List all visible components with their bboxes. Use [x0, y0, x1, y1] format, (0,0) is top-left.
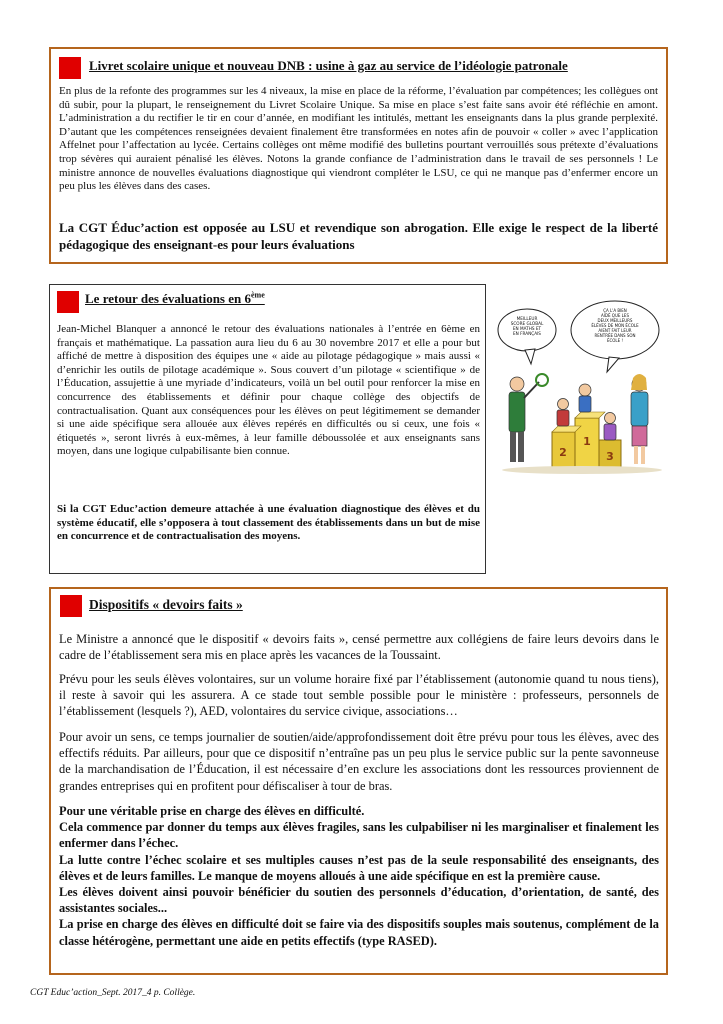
article-devoirs-faits-title: Dispositifs « devoirs faits » — [89, 597, 243, 612]
claim-line: Cela commence par donner du temps aux élèves fragiles, sans les culpabiliser ni les marginaliser et finalement les enfermer dans l’échec. — [59, 820, 659, 851]
podium-label-1: 1 — [583, 435, 591, 448]
red-square-icon — [57, 291, 79, 313]
article-lsu-conclusion: La CGT Éduc’action est opposée au LSU et revendique son abrogation. Elle exige le respect de la liberté pédagogique des enseignant-es pour leurs évaluations — [59, 220, 658, 252]
claim-line: La prise en charge des élèves en difficulté doit se faire via des dispositifs souples mais soutenus, complément de la classe hétérogène, permettant une aide en petits effectifs (type RASED). — [59, 917, 659, 948]
article-evaluations-box — [49, 284, 486, 574]
claim-line: Pour une véritable prise en charge des élèves en difficulté. — [59, 804, 365, 818]
figure-right-woman — [631, 374, 648, 464]
article-evaluations-conclusion: Si la CGT Educ’action demeure attachée à une évaluation diagnostique des élèves et du système éducatif, elle s’opposera à tout classement des établissements dans un but de mise en concurrence et de contractualisation des moyens. — [57, 503, 480, 543]
article-evaluations-title: Le retour des évaluations en 6ème — [85, 290, 265, 306]
figure-child-second — [557, 399, 569, 427]
bubble-left-text: MEILLEUR SCORE GLOBAL EN MATHS ET EN FRANÇAIS — [510, 316, 544, 336]
article-devoirs-faits-box — [49, 587, 668, 975]
podium-label-2: 2 — [559, 446, 567, 459]
figure-left-man — [509, 377, 539, 462]
red-square-icon — [60, 595, 82, 617]
article-devoirs-faits-p3: Pour avoir un sens, ce temps journalier de soutien/aide/approfondissement doit être prévu pour tous les élèves, avec des effectifs réduits. Par ailleurs, pour que ce dispositif n’entraîne pas un peu plus le service public sur la pente savonneuse de la marchandisation de l’Éducation, il est nécessaire d’en exclure les associations dont les ressources proviennent de grandes entreprises qui en profitent pour défiscaliser à tour de bras. — [59, 730, 659, 793]
figure-girl-on-podium — [579, 384, 591, 412]
bubble-right-text: ÇA L'A BIEN AIDÉ QUE LES DEUX MEILLEURS ÉLÈVES DE MON ÉCOLE AIENT FAIT LEUR RENTRÉE DANS SON ÉCOLE ! — [591, 308, 639, 343]
article-evaluations-body: Jean-Michel Blanquer a annoncé le retour des évaluations nationales à l’entrée en 6ème en français et mathématique. La passation aura lieu du 6 au 30 novembre 2017 et elle a pour but affiché de mettre à disposition des équipes une « aide au pilotage pédagogique » mais aussi « d’enrichir les outils de pilotage académique ». Sous couvert d’un pilotage « scientifique » de l’Éducation, assujettie à une myriade d’indicateurs, voilà un bel outil pour renforcer la mise en concurrence des établissements et définir pour chaque collège des objectifs de contractualisation. Quant aux conséquences pour les élèves on peut légitimement se demander si une aide spécifique sera allouée aux élèves repérés en difficultés ou si ceux, une fois « étiquetés », seront livrés à eux-mêmes, à leur famille déboussolée et aux enseignants sans moyen, dans une logique culpabilisante bien connue. — [57, 323, 480, 458]
claim-line: La lutte contre l’échec scolaire et ses multiples causes n’est pas de la seule responsabilité des enseignants, des élèves et de leurs familles. Le manque de moyens alloués à une aide spécifique en est la première cause. — [59, 852, 659, 883]
article-lsu-title: Livret scolaire unique et nouveau DNB : usine à gaz au service de l’idéologie patronale — [89, 58, 568, 73]
red-square-icon — [59, 57, 81, 79]
laurel-wreath-icon — [536, 374, 548, 386]
podium-label-3: 3 — [606, 450, 614, 463]
article-lsu-body: En plus de la refonte des programmes sur les 4 niveaux, la mise en place de la réforme, l’évaluation par compétences; les collègues ont dû subir, pour la plupart, le renseignement du Livret Scolaire Unique. Sa mise en place s’est faite sans avoir été réfléchie en amont. L’administration a du rectifier le tir en cour d’année, en modifiant les intitulés, mettant les enseignants dans la plus grande perplexité. D’autant que les compétences renseignées devaient finalement être transformées en notes afin de pouvoir « coller » avec l’application Affelnet pour l’affectation au lycée. Certains collèges ont même modifié des bulletins pourtant verrouillés sous prétexte d’évaluations trop sévères qui auraient pénalisé les élèves. Notons la grande confiance de l’administration dans le travail de ses personnels ! Le ministre annonce de nouvelles évaluations diagnostique qui viendront compléter le LSU, ce qui ne manque pas d’enfermer encore un peu plus les élèves dans des cases. — [59, 85, 658, 193]
article-devoirs-faits-p2: Prévu pour les seuls élèves volontaires, sur un volume horaire fixé par l’établissement (autonomie quand tu nous tiens), il reste à savoir qui les assurera. A ce stade tout semble possible pour le ministère : professeurs, personnels de l’établissement (lesquels ?), AED, volontaires du service civique, associations… — [59, 672, 659, 719]
article-devoirs-faits-p1: Le Ministre a annoncé que le dispositif « devoirs faits », censé permettre aux collégiens de faire leurs devoirs dans le cadre de l’établissement sera mis en place après les vacances de la Toussaint. — [59, 632, 659, 663]
podium-cartoon-illustration — [497, 300, 667, 480]
figure-child-third — [604, 413, 616, 441]
article-lsu-box — [49, 47, 668, 264]
page-footer: CGT Educ’action_Sept. 2017_4 p. Collège. — [30, 988, 196, 998]
article-devoirs-faits-claims — [59, 803, 659, 949]
claim-line: Les élèves doivent ainsi pouvoir bénéficier du soutien des personnels d’éducation, d’orientation, de santé, des assistantes sociales... — [59, 885, 659, 916]
